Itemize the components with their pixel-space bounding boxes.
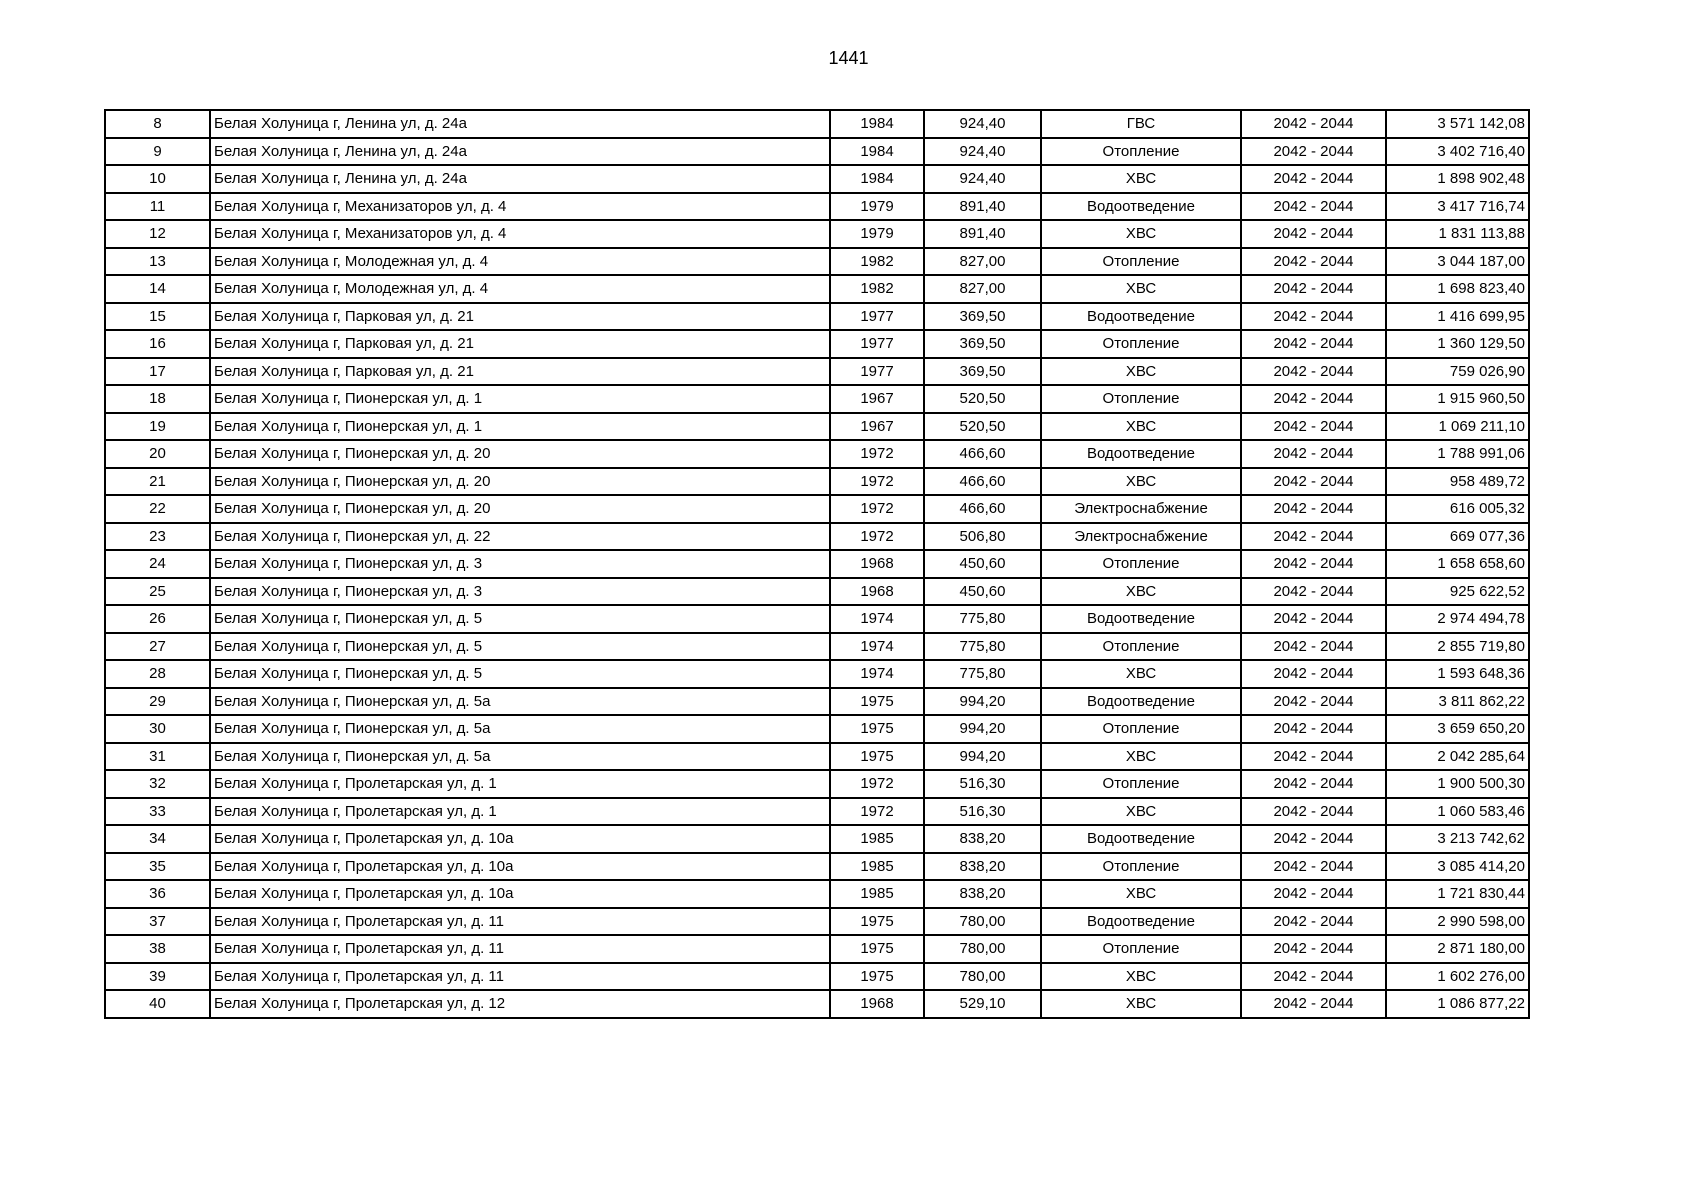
- table-row: [105, 138, 1529, 166]
- row-number: 22: [105, 495, 210, 523]
- area-cell: 506,80: [924, 523, 1041, 551]
- address-cell: Белая Холуница г, Пролетарская ул, д. 11: [210, 963, 830, 991]
- address-cell: Белая Холуница г, Пионерская ул, д. 1: [210, 413, 830, 441]
- period-cell: 2042 - 2044: [1241, 908, 1386, 936]
- work-type-cell: Водоотведение: [1041, 193, 1241, 221]
- work-type-cell: ХВС: [1041, 743, 1241, 771]
- work-type-cell: Отопление: [1041, 633, 1241, 661]
- address-cell: Белая Холуница г, Пролетарская ул, д. 11: [210, 908, 830, 936]
- address-cell: Белая Холуница г, Ленина ул, д. 24а: [210, 110, 830, 138]
- year-cell: 1979: [830, 193, 924, 221]
- address-cell: Белая Холуница г, Парковая ул, д. 21: [210, 303, 830, 331]
- row-number: 8: [105, 110, 210, 138]
- period-cell: 2042 - 2044: [1241, 715, 1386, 743]
- period-cell: 2042 - 2044: [1241, 688, 1386, 716]
- row-number: 16: [105, 330, 210, 358]
- year-cell: 1985: [830, 825, 924, 853]
- address-cell: Белая Холуница г, Пионерская ул, д. 5: [210, 633, 830, 661]
- year-cell: 1968: [830, 550, 924, 578]
- cost-cell: 2 974 494,78: [1386, 605, 1529, 633]
- address-cell: Белая Холуница г, Пионерская ул, д. 5а: [210, 715, 830, 743]
- period-cell: 2042 - 2044: [1241, 138, 1386, 166]
- cost-cell: 1 788 991,06: [1386, 440, 1529, 468]
- cost-cell: 1 721 830,44: [1386, 880, 1529, 908]
- period-cell: 2042 - 2044: [1241, 413, 1386, 441]
- address-cell: Белая Холуница г, Пионерская ул, д. 20: [210, 440, 830, 468]
- address-cell: Белая Холуница г, Пролетарская ул, д. 1: [210, 770, 830, 798]
- address-cell: Белая Холуница г, Пионерская ул, д. 5: [210, 660, 830, 688]
- cost-cell: 3 571 142,08: [1386, 110, 1529, 138]
- area-cell: 775,80: [924, 605, 1041, 633]
- cost-cell: 1 915 960,50: [1386, 385, 1529, 413]
- area-cell: 466,60: [924, 495, 1041, 523]
- cost-cell: 3 213 742,62: [1386, 825, 1529, 853]
- row-number: 24: [105, 550, 210, 578]
- year-cell: 1982: [830, 275, 924, 303]
- year-cell: 1977: [830, 303, 924, 331]
- area-cell: 924,40: [924, 165, 1041, 193]
- table-row: [105, 275, 1529, 303]
- table-row: [105, 165, 1529, 193]
- work-type-cell: Водоотведение: [1041, 908, 1241, 936]
- address-cell: Белая Холуница г, Ленина ул, д. 24а: [210, 138, 830, 166]
- area-cell: 520,50: [924, 385, 1041, 413]
- row-number: 35: [105, 853, 210, 881]
- work-type-cell: Отопление: [1041, 715, 1241, 743]
- work-type-cell: Электроснабжение: [1041, 523, 1241, 551]
- period-cell: 2042 - 2044: [1241, 963, 1386, 991]
- address-cell: Белая Холуница г, Пионерская ул, д. 20: [210, 495, 830, 523]
- cost-cell: 1 602 276,00: [1386, 963, 1529, 991]
- work-type-cell: Электроснабжение: [1041, 495, 1241, 523]
- area-cell: 520,50: [924, 413, 1041, 441]
- table-row: [105, 990, 1529, 1018]
- area-cell: 466,60: [924, 440, 1041, 468]
- work-type-cell: Водоотведение: [1041, 440, 1241, 468]
- period-cell: 2042 - 2044: [1241, 358, 1386, 386]
- year-cell: 1968: [830, 578, 924, 606]
- year-cell: 1967: [830, 385, 924, 413]
- row-number: 32: [105, 770, 210, 798]
- cost-cell: 2 042 285,64: [1386, 743, 1529, 771]
- work-type-cell: Водоотведение: [1041, 688, 1241, 716]
- address-cell: Белая Холуница г, Пионерская ул, д. 1: [210, 385, 830, 413]
- area-cell: 994,20: [924, 743, 1041, 771]
- row-number: 31: [105, 743, 210, 771]
- year-cell: 1972: [830, 523, 924, 551]
- row-number: 38: [105, 935, 210, 963]
- work-type-cell: ХВС: [1041, 963, 1241, 991]
- area-cell: 529,10: [924, 990, 1041, 1018]
- area-cell: 838,20: [924, 880, 1041, 908]
- table-row: [105, 880, 1529, 908]
- address-cell: Белая Холуница г, Механизаторов ул, д. 4: [210, 193, 830, 221]
- row-number: 15: [105, 303, 210, 331]
- address-cell: Белая Холуница г, Пролетарская ул, д. 10а: [210, 825, 830, 853]
- area-cell: 466,60: [924, 468, 1041, 496]
- year-cell: 1984: [830, 165, 924, 193]
- area-cell: 516,30: [924, 798, 1041, 826]
- table-row: [105, 853, 1529, 881]
- work-type-cell: Отопление: [1041, 550, 1241, 578]
- table-row: [105, 248, 1529, 276]
- row-number: 28: [105, 660, 210, 688]
- year-cell: 1975: [830, 743, 924, 771]
- cost-cell: 3 417 716,74: [1386, 193, 1529, 221]
- period-cell: 2042 - 2044: [1241, 110, 1386, 138]
- address-cell: Белая Холуница г, Пионерская ул, д. 3: [210, 550, 830, 578]
- table-row: [105, 578, 1529, 606]
- cost-cell: 1 069 211,10: [1386, 413, 1529, 441]
- year-cell: 1972: [830, 798, 924, 826]
- table-row: [105, 743, 1529, 771]
- table-body: [105, 110, 1529, 1018]
- area-cell: 838,20: [924, 853, 1041, 881]
- table-row: [105, 825, 1529, 853]
- cost-cell: 3 044 187,00: [1386, 248, 1529, 276]
- work-type-cell: Отопление: [1041, 138, 1241, 166]
- period-cell: 2042 - 2044: [1241, 798, 1386, 826]
- period-cell: 2042 - 2044: [1241, 853, 1386, 881]
- address-cell: Белая Холуница г, Пионерская ул, д. 5а: [210, 743, 830, 771]
- year-cell: 1975: [830, 715, 924, 743]
- work-type-cell: ХВС: [1041, 220, 1241, 248]
- row-number: 30: [105, 715, 210, 743]
- year-cell: 1972: [830, 770, 924, 798]
- work-type-cell: ХВС: [1041, 990, 1241, 1018]
- cost-cell: 1 658 658,60: [1386, 550, 1529, 578]
- work-type-cell: ХВС: [1041, 798, 1241, 826]
- row-number: 20: [105, 440, 210, 468]
- row-number: 11: [105, 193, 210, 221]
- year-cell: 1972: [830, 440, 924, 468]
- year-cell: 1972: [830, 468, 924, 496]
- row-number: 33: [105, 798, 210, 826]
- row-number: 14: [105, 275, 210, 303]
- area-cell: 780,00: [924, 935, 1041, 963]
- table-row: [105, 715, 1529, 743]
- row-number: 36: [105, 880, 210, 908]
- period-cell: 2042 - 2044: [1241, 633, 1386, 661]
- area-cell: 780,00: [924, 908, 1041, 936]
- area-cell: 516,30: [924, 770, 1041, 798]
- row-number: 34: [105, 825, 210, 853]
- address-cell: Белая Холуница г, Пионерская ул, д. 22: [210, 523, 830, 551]
- cost-cell: 3 402 716,40: [1386, 138, 1529, 166]
- table-row: [105, 550, 1529, 578]
- area-cell: 924,40: [924, 138, 1041, 166]
- area-cell: 450,60: [924, 578, 1041, 606]
- row-number: 40: [105, 990, 210, 1018]
- area-cell: 450,60: [924, 550, 1041, 578]
- table-row: [105, 798, 1529, 826]
- address-cell: Белая Холуница г, Пролетарская ул, д. 11: [210, 935, 830, 963]
- period-cell: 2042 - 2044: [1241, 330, 1386, 358]
- cost-cell: 669 077,36: [1386, 523, 1529, 551]
- area-cell: 994,20: [924, 688, 1041, 716]
- cost-cell: 1 086 877,22: [1386, 990, 1529, 1018]
- work-type-cell: ХВС: [1041, 413, 1241, 441]
- area-cell: 369,50: [924, 330, 1041, 358]
- year-cell: 1984: [830, 138, 924, 166]
- works-table: [104, 109, 1530, 1019]
- period-cell: 2042 - 2044: [1241, 303, 1386, 331]
- area-cell: 775,80: [924, 660, 1041, 688]
- work-type-cell: Отопление: [1041, 385, 1241, 413]
- work-type-cell: Водоотведение: [1041, 825, 1241, 853]
- work-type-cell: ХВС: [1041, 660, 1241, 688]
- row-number: 37: [105, 908, 210, 936]
- table-row: [105, 495, 1529, 523]
- row-number: 19: [105, 413, 210, 441]
- period-cell: 2042 - 2044: [1241, 550, 1386, 578]
- year-cell: 1975: [830, 688, 924, 716]
- year-cell: 1985: [830, 853, 924, 881]
- address-cell: Белая Холуница г, Пионерская ул, д. 20: [210, 468, 830, 496]
- work-type-cell: ХВС: [1041, 165, 1241, 193]
- row-number: 17: [105, 358, 210, 386]
- period-cell: 2042 - 2044: [1241, 220, 1386, 248]
- address-cell: Белая Холуница г, Молодежная ул, д. 4: [210, 248, 830, 276]
- period-cell: 2042 - 2044: [1241, 935, 1386, 963]
- row-number: 12: [105, 220, 210, 248]
- row-number: 10: [105, 165, 210, 193]
- cost-cell: 1 360 129,50: [1386, 330, 1529, 358]
- area-cell: 369,50: [924, 303, 1041, 331]
- year-cell: 1984: [830, 110, 924, 138]
- work-type-cell: Отопление: [1041, 770, 1241, 798]
- cost-cell: 1 593 648,36: [1386, 660, 1529, 688]
- year-cell: 1975: [830, 963, 924, 991]
- row-number: 25: [105, 578, 210, 606]
- table-row: [105, 413, 1529, 441]
- table-row: [105, 358, 1529, 386]
- work-type-cell: ХВС: [1041, 358, 1241, 386]
- area-cell: 891,40: [924, 220, 1041, 248]
- row-number: 23: [105, 523, 210, 551]
- period-cell: 2042 - 2044: [1241, 990, 1386, 1018]
- table-row: [105, 523, 1529, 551]
- table-row: [105, 935, 1529, 963]
- table-row: [105, 303, 1529, 331]
- year-cell: 1985: [830, 880, 924, 908]
- work-type-cell: ХВС: [1041, 578, 1241, 606]
- table-row: [105, 385, 1529, 413]
- address-cell: Белая Холуница г, Пионерская ул, д. 5: [210, 605, 830, 633]
- work-type-cell: ХВС: [1041, 468, 1241, 496]
- cost-cell: 2 855 719,80: [1386, 633, 1529, 661]
- area-cell: 827,00: [924, 275, 1041, 303]
- period-cell: 2042 - 2044: [1241, 468, 1386, 496]
- period-cell: 2042 - 2044: [1241, 440, 1386, 468]
- work-type-cell: Отопление: [1041, 248, 1241, 276]
- area-cell: 838,20: [924, 825, 1041, 853]
- period-cell: 2042 - 2044: [1241, 770, 1386, 798]
- period-cell: 2042 - 2044: [1241, 385, 1386, 413]
- period-cell: 2042 - 2044: [1241, 660, 1386, 688]
- period-cell: 2042 - 2044: [1241, 605, 1386, 633]
- year-cell: 1975: [830, 908, 924, 936]
- table-row: [105, 220, 1529, 248]
- table-row: [105, 440, 1529, 468]
- year-cell: 1975: [830, 935, 924, 963]
- cost-cell: 1 698 823,40: [1386, 275, 1529, 303]
- cost-cell: 759 026,90: [1386, 358, 1529, 386]
- cost-cell: 1 900 500,30: [1386, 770, 1529, 798]
- row-number: 39: [105, 963, 210, 991]
- year-cell: 1979: [830, 220, 924, 248]
- address-cell: Белая Холуница г, Пролетарская ул, д. 10а: [210, 853, 830, 881]
- year-cell: 1967: [830, 413, 924, 441]
- period-cell: 2042 - 2044: [1241, 743, 1386, 771]
- area-cell: 780,00: [924, 963, 1041, 991]
- address-cell: Белая Холуница г, Пролетарская ул, д. 12: [210, 990, 830, 1018]
- period-cell: 2042 - 2044: [1241, 880, 1386, 908]
- period-cell: 2042 - 2044: [1241, 165, 1386, 193]
- row-number: 27: [105, 633, 210, 661]
- table-row: [105, 660, 1529, 688]
- period-cell: 2042 - 2044: [1241, 495, 1386, 523]
- address-cell: Белая Холуница г, Пролетарская ул, д. 1: [210, 798, 830, 826]
- area-cell: 924,40: [924, 110, 1041, 138]
- address-cell: Белая Холуница г, Пионерская ул, д. 5а: [210, 688, 830, 716]
- page-number: 1441: [828, 48, 869, 68]
- row-number: 26: [105, 605, 210, 633]
- period-cell: 2042 - 2044: [1241, 523, 1386, 551]
- area-cell: 891,40: [924, 193, 1041, 221]
- address-cell: Белая Холуница г, Механизаторов ул, д. 4: [210, 220, 830, 248]
- address-cell: Белая Холуница г, Молодежная ул, д. 4: [210, 275, 830, 303]
- row-number: 9: [105, 138, 210, 166]
- year-cell: 1974: [830, 660, 924, 688]
- period-cell: 2042 - 2044: [1241, 248, 1386, 276]
- area-cell: 827,00: [924, 248, 1041, 276]
- cost-cell: 958 489,72: [1386, 468, 1529, 496]
- work-type-cell: ХВС: [1041, 275, 1241, 303]
- period-cell: 2042 - 2044: [1241, 578, 1386, 606]
- cost-cell: 616 005,32: [1386, 495, 1529, 523]
- work-type-cell: Отопление: [1041, 853, 1241, 881]
- year-cell: 1982: [830, 248, 924, 276]
- cost-cell: 2 871 180,00: [1386, 935, 1529, 963]
- row-number: 21: [105, 468, 210, 496]
- table-row: [105, 770, 1529, 798]
- year-cell: 1968: [830, 990, 924, 1018]
- year-cell: 1974: [830, 605, 924, 633]
- work-type-cell: Отопление: [1041, 330, 1241, 358]
- cost-cell: 1 060 583,46: [1386, 798, 1529, 826]
- table-row: [105, 193, 1529, 221]
- table-row: [105, 605, 1529, 633]
- year-cell: 1977: [830, 358, 924, 386]
- row-number: 18: [105, 385, 210, 413]
- period-cell: 2042 - 2044: [1241, 275, 1386, 303]
- period-cell: 2042 - 2044: [1241, 825, 1386, 853]
- table-row: [105, 330, 1529, 358]
- cost-cell: 2 990 598,00: [1386, 908, 1529, 936]
- cost-cell: 1 416 699,95: [1386, 303, 1529, 331]
- row-number: 29: [105, 688, 210, 716]
- cost-cell: 3 085 414,20: [1386, 853, 1529, 881]
- table-row: [105, 688, 1529, 716]
- year-cell: 1972: [830, 495, 924, 523]
- period-cell: 2042 - 2044: [1241, 193, 1386, 221]
- address-cell: Белая Холуница г, Пролетарская ул, д. 10а: [210, 880, 830, 908]
- table-row: [105, 110, 1529, 138]
- cost-cell: 1 831 113,88: [1386, 220, 1529, 248]
- work-type-cell: ГВС: [1041, 110, 1241, 138]
- address-cell: Белая Холуница г, Парковая ул, д. 21: [210, 330, 830, 358]
- area-cell: 994,20: [924, 715, 1041, 743]
- address-cell: Белая Холуница г, Ленина ул, д. 24а: [210, 165, 830, 193]
- work-type-cell: ХВС: [1041, 880, 1241, 908]
- table-row: [105, 963, 1529, 991]
- cost-cell: 1 898 902,48: [1386, 165, 1529, 193]
- cost-cell: 3 659 650,20: [1386, 715, 1529, 743]
- work-type-cell: Водоотведение: [1041, 303, 1241, 331]
- area-cell: 369,50: [924, 358, 1041, 386]
- address-cell: Белая Холуница г, Парковая ул, д. 21: [210, 358, 830, 386]
- table-row: [105, 633, 1529, 661]
- address-cell: Белая Холуница г, Пионерская ул, д. 3: [210, 578, 830, 606]
- area-cell: 775,80: [924, 633, 1041, 661]
- table-row: [105, 908, 1529, 936]
- year-cell: 1974: [830, 633, 924, 661]
- work-type-cell: Отопление: [1041, 935, 1241, 963]
- cost-cell: 3 811 862,22: [1386, 688, 1529, 716]
- cost-cell: 925 622,52: [1386, 578, 1529, 606]
- row-number: 13: [105, 248, 210, 276]
- table-row: [105, 468, 1529, 496]
- work-type-cell: Водоотведение: [1041, 605, 1241, 633]
- year-cell: 1977: [830, 330, 924, 358]
